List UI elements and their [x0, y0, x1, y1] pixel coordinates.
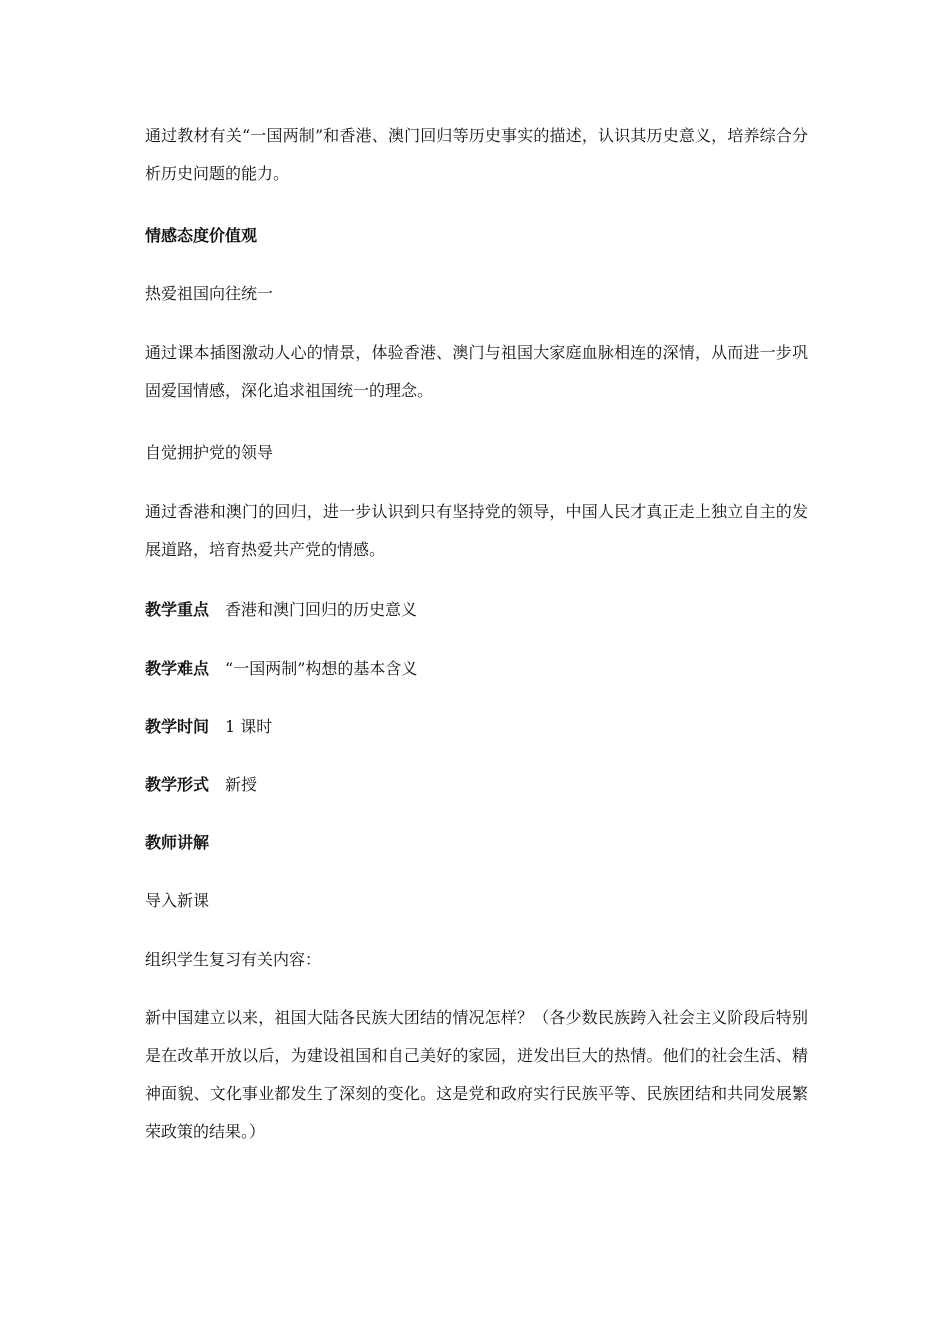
emotion-heading: 情感态度价值观	[145, 226, 258, 245]
teaching-form-row	[145, 766, 808, 804]
teaching-time-row	[145, 708, 808, 746]
love-heading: 热爱祖国向往统一	[145, 284, 274, 303]
teaching-form-value: 新授	[225, 775, 258, 794]
teaching-key-value: 香港和澳门回归的历史意义	[225, 600, 418, 619]
teaching-key-label: 教学重点	[145, 600, 210, 619]
party-paragraph: 通过香港和澳门的回归，进一步认识到只有坚持党的领导，中国人民才真正走上独立自主的发展道路，培育热爱共产党的情感。	[145, 502, 808, 559]
lecture-question-paragraph: 新中国建立以来，祖国大陆各民族大团结的情况怎样？（各少数民族跨入社会主义阶段后特别是在改革开放以后，为建设祖国和自己美好的家园，迸发出巨大的热情。他们的社会生活、精神面貌、文化事业都发生了深刻的变化。这是党和政府实行民族平等、民族团结和共同发展繁荣政策的结果。）	[145, 1008, 808, 1141]
teaching-key-row	[145, 591, 808, 629]
lecture-review: 组织学生复习有关内容：	[145, 950, 322, 969]
teaching-difficulty-label: 教学难点	[145, 659, 210, 678]
teaching-time-label: 教学时间	[145, 717, 210, 736]
teaching-time-value: 1 课时	[225, 717, 273, 736]
love-paragraph: 通过课本插图激动人心的情景，体验香港、澳门与祖国大家庭血脉相连的深情，从而进一步巩固爱国情感，深化追求祖国统一的理念。	[145, 343, 808, 400]
teaching-difficulty-value: “一国两制”构想的基本含义	[225, 659, 418, 678]
lecture-intro: 导入新课	[145, 891, 210, 910]
teaching-form-label: 教学形式	[145, 775, 210, 794]
lecture-heading: 教师讲解	[145, 833, 210, 852]
teaching-difficulty-row	[145, 650, 808, 688]
party-heading: 自觉拥护党的领导	[145, 443, 274, 462]
ability-paragraph: 通过教材有关“一国两制”和香港、澳门回归等历史事实的描述，认识其历史意义，培养综合分析历史问题的能力。	[145, 126, 808, 183]
